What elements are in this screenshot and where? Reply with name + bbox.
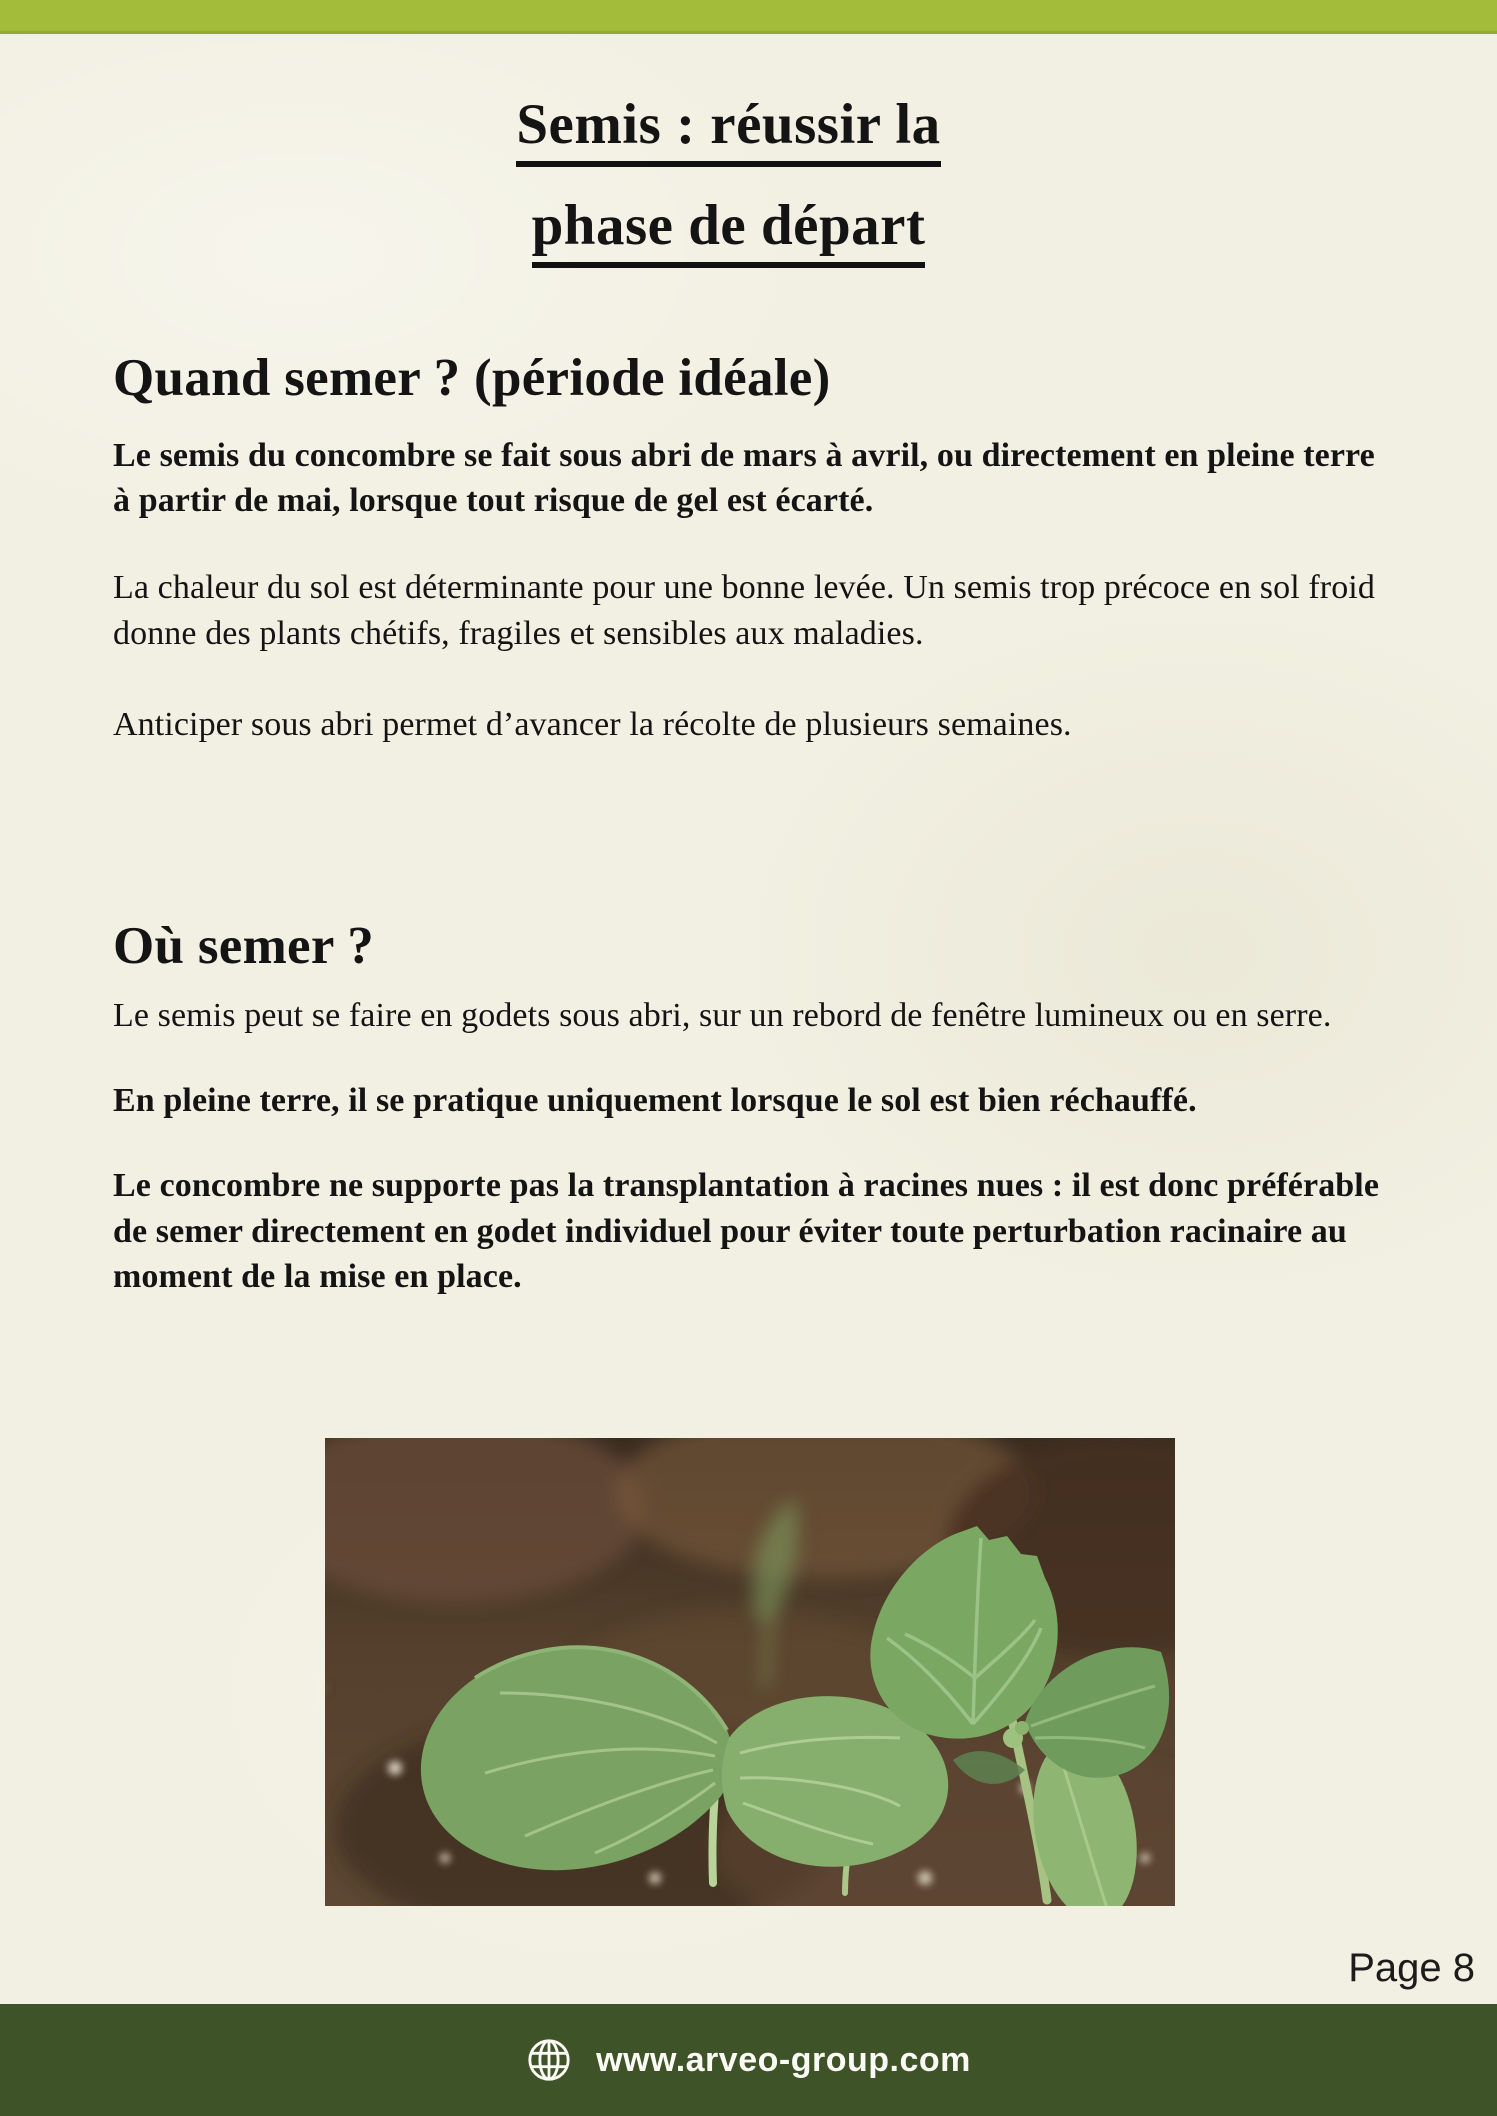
section-quand-semer: [113, 348, 1391, 747]
globe-icon: [526, 2037, 572, 2083]
top-accent-bar: [0, 0, 1497, 34]
page-title: [0, 93, 1457, 298]
section-ou-semer: [113, 916, 1391, 1299]
paragraph-pleine-terre: En pleine terre, il se pratique uniquement lorsque le sol est bien réchauffé.: [113, 1082, 1197, 1120]
page-title-line1: Semis : réussir la: [516, 96, 940, 167]
heading-quand-semer: Quand semer ? (période idéale): [113, 349, 831, 407]
footer-url[interactable]: www.arveo-group.com: [596, 2040, 971, 2079]
page-number: Page 8: [1348, 1946, 1475, 1990]
heading-ou-semer: Où semer ?: [113, 917, 375, 975]
paragraph-semis-periode: Le semis du concombre se fait sous abri de mars à avril, ou directement en pleine terre à partir de mai, lorsque tout risque de gel est écarté.: [113, 436, 1375, 520]
paragraph-godets: Le semis peut se faire en godets sous abri, sur un rebord de fenêtre lumineux ou en serre.: [113, 996, 1332, 1034]
paragraph-chaleur-sol: La chaleur du sol est déterminante pour une bonne levée. Un semis trop précoce en sol froid donne des plants chétifs, fragiles et sensibles aux maladies.: [113, 569, 1375, 652]
paragraph-anticiper: Anticiper sous abri permet d’avancer la récolte de plusieurs semaines.: [113, 705, 1072, 743]
paragraph-transplantation: Le concombre ne supporte pas la transplantation à racines nues : il est donc préférable de semer directement en godet individuel pour éviter toute perturbation racinaire au moment de la mise en place.: [113, 1167, 1380, 1295]
footer-bar: [0, 2004, 1497, 2116]
page-title-line2: phase de départ: [532, 197, 926, 268]
cucumber-seedlings-photo: [325, 1438, 1175, 1906]
